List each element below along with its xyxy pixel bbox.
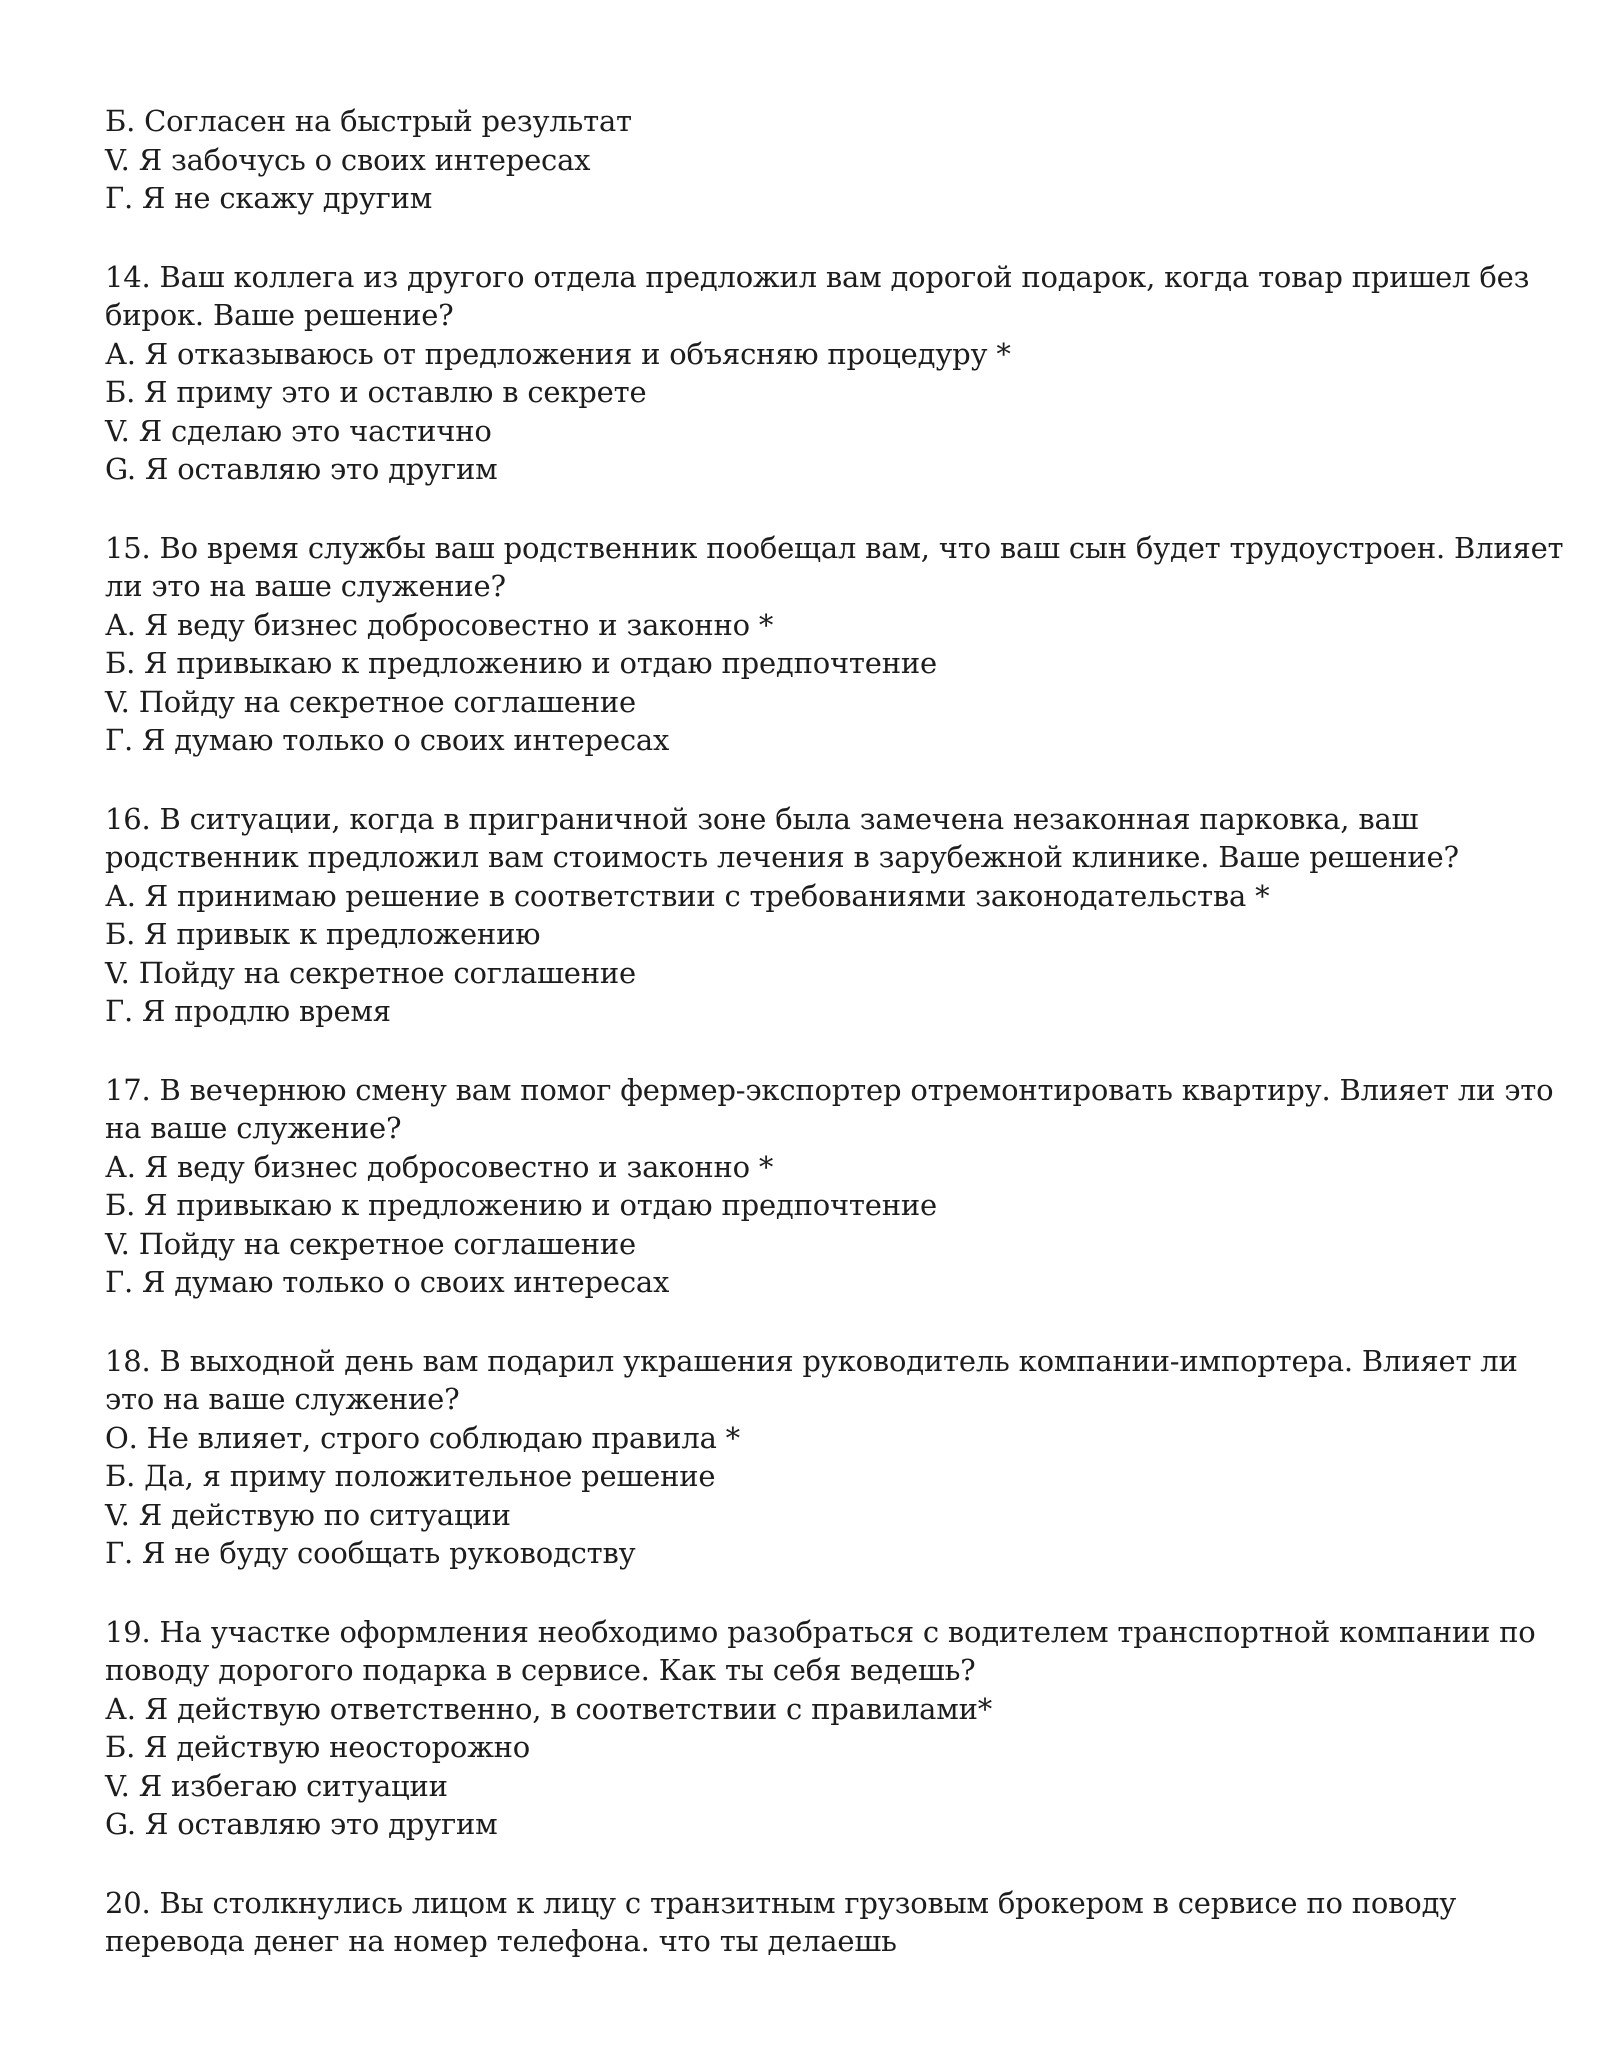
answer-option: Б. Я действую неосторожно xyxy=(105,1730,531,1764)
answer-option: Г. Я продлю время xyxy=(105,994,391,1028)
answer-option: Г. Я думаю только о своих интересах xyxy=(105,1265,670,1299)
answer-option: Б. Я привык к предложению xyxy=(105,917,541,951)
answer-option: Г. Я не буду сообщать руководству xyxy=(105,1536,636,1570)
question-text: на ваше служение? xyxy=(105,1111,402,1145)
question-text: перевода денег на номер телефона. что ты делаешь xyxy=(105,1924,897,1958)
question-18 xyxy=(105,1342,1518,1573)
answer-option: Б. Я приму это и оставлю в секрете xyxy=(105,375,647,409)
question-text: 18. В выходной день вам подарил украшения руководитель компании-импортера. Влияет ли xyxy=(105,1343,1518,1378)
answer-option: А. Я действую ответственно, в соответствии с правилами* xyxy=(105,1691,993,1726)
answer-option: V. Я забочусь о своих интересах xyxy=(105,142,591,177)
answer-option: V. Я сделаю это частично xyxy=(105,413,492,448)
question-text: поводу дорогого подарка в сервисе. Как ты себя ведешь? xyxy=(105,1653,976,1687)
question-20 xyxy=(105,1884,1480,1961)
question-text: 15. Во время службы ваш родственник пообещал вам, что ваш сын будет трудоустроен. Влияет xyxy=(105,530,1564,565)
answer-option: G. Я оставляю это другим xyxy=(105,452,498,486)
answer-option: V. Пойду на секретное соглашение xyxy=(105,1226,636,1261)
question-16 xyxy=(105,800,1480,1031)
question-19 xyxy=(105,1613,1536,1844)
question-text: родственник предложил вам стоимость лечения в зарубежной клинике. Ваше решение? xyxy=(105,840,1459,874)
answer-option: V. Пойду на секретное соглашение xyxy=(105,955,636,990)
question-text: 16. В ситуации, когда в приграничной зоне была замечена незаконная парковка, ваш xyxy=(105,801,1419,836)
answer-option: V. Я избегаю ситуации xyxy=(105,1768,448,1803)
answer-option: V. Я действую по ситуации xyxy=(105,1497,511,1532)
answer-option: Г. Я не скажу другим xyxy=(105,181,433,215)
question-text: 17. В вечернюю смену вам помог фермер-экспортер отремонтировать квартиру. Влияет ли это xyxy=(105,1072,1554,1107)
question-15 xyxy=(105,529,1564,760)
question-text: 14. Ваш коллега из другого отдела предложил вам дорогой подарок, когда товар пришел без xyxy=(105,259,1530,294)
question-text: бирок. Ваше решение? xyxy=(105,298,454,332)
question-text: ли это на ваше служение? xyxy=(105,569,506,603)
answer-option: Б. Я привыкаю к предложению и отдаю предпочтение xyxy=(105,1188,937,1222)
continuation-options xyxy=(105,102,1480,218)
question-14 xyxy=(105,258,1530,489)
answer-option: Г. Я думаю только о своих интересах xyxy=(105,723,670,757)
answer-option: V. Пойду на секретное соглашение xyxy=(105,684,636,719)
answer-option: Б. Да, я приму положительное решение xyxy=(105,1459,716,1493)
answer-option: А. Я принимаю решение в соответствии с требованиями законодательства * xyxy=(105,878,1270,913)
question-text: 20. Вы столкнулись лицом к лицу с транзитным грузовым брокером в сервисе по поводу xyxy=(105,1885,1457,1920)
question-17 xyxy=(105,1071,1554,1302)
question-text: 19. На участке оформления необходимо разобраться с водителем транспортной компании по xyxy=(105,1614,1536,1649)
answer-option: А. Я отказываюсь от предложения и объясняю процедуру * xyxy=(105,336,1011,371)
answer-option: Б. Согласен на быстрый результат xyxy=(105,104,632,138)
question-text: это на ваше служение? xyxy=(105,1382,460,1416)
answer-option: G. Я оставляю это другим xyxy=(105,1807,498,1841)
answer-option: А. Я веду бизнес добросовестно и законно * xyxy=(105,607,774,642)
answer-option: О. Не влияет, строго соблюдаю правила * xyxy=(105,1420,740,1455)
answer-option: Б. Я привыкаю к предложению и отдаю предпочтение xyxy=(105,646,937,680)
answer-option: А. Я веду бизнес добросовестно и законно * xyxy=(105,1149,774,1184)
